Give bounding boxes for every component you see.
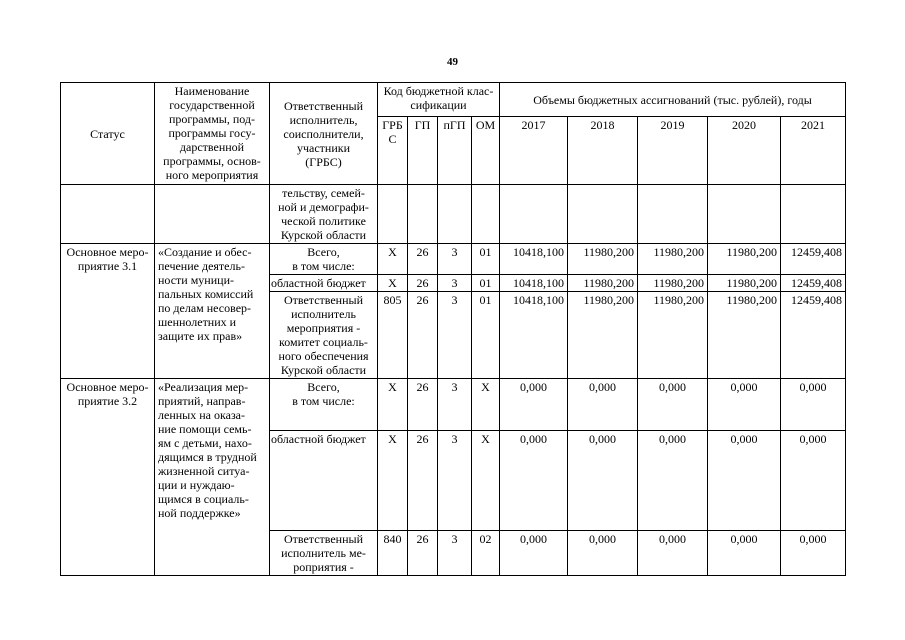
table-row xyxy=(61,244,846,275)
cell-gp: 26 xyxy=(408,531,438,576)
cell-executor: Ответственный исполнитель ме- роприятия - xyxy=(270,531,378,576)
cell-om: 01 xyxy=(472,275,500,292)
cell-value-2018: 0,000 xyxy=(568,431,638,531)
table-row xyxy=(61,379,846,431)
header-year-2018: 2018 xyxy=(568,117,638,185)
cell-pgp: 3 xyxy=(438,244,472,275)
header-status: Статус xyxy=(61,83,155,185)
cell-gp: 26 xyxy=(408,379,438,431)
cell-om: Х xyxy=(472,379,500,431)
cell-executor: областной бюджет xyxy=(270,275,378,292)
cell-value-2018: 11980,200 xyxy=(568,275,638,292)
header-program-name: Наименование государственной программы, под- программы госу- дарственной программы, основ- ного мероприятия xyxy=(155,83,270,185)
header-pgp: пГП xyxy=(438,117,472,185)
cell-pgp: 3 xyxy=(438,292,472,379)
header-grbs: ГРБ С xyxy=(378,117,408,185)
cell-gp: 26 xyxy=(408,292,438,379)
cell-executor: Ответственный исполнитель мероприятия - комитет социаль- ного обеспечения Курской области xyxy=(270,292,378,379)
cell-status: Основное меро- приятие 3.2 xyxy=(61,379,155,576)
cell-om: Х xyxy=(472,431,500,531)
cell-value-2020: 11980,200 xyxy=(708,244,781,275)
cell-empty xyxy=(638,185,708,244)
cell-pgp: 3 xyxy=(438,531,472,576)
cell-gp: 26 xyxy=(408,431,438,531)
cell-value-2017: 0,000 xyxy=(500,531,568,576)
cell-pgp: 3 xyxy=(438,379,472,431)
cell-executor: тельству, семей- ной и демографи- ческой политике Курской области xyxy=(270,185,378,244)
budget-table xyxy=(60,82,846,576)
cell-value-2020: 0,000 xyxy=(708,531,781,576)
header-year-2017: 2017 xyxy=(500,117,568,185)
cell-grbs: Х xyxy=(378,275,408,292)
cell-empty xyxy=(500,185,568,244)
cell-status: Основное меро- приятие 3.1 xyxy=(61,244,155,379)
cell-grbs: 840 xyxy=(378,531,408,576)
cell-executor: областной бюджет xyxy=(270,431,378,531)
cell-empty xyxy=(438,185,472,244)
cell-value-2021: 12459,408 xyxy=(781,275,846,292)
cell-program-name: «Реализация мер- приятий, направ- ленных на оказа- ние помощи семь- ям с детьми, нахо- дящимся в трудной жизненной ситуа- ции и нуждаю- щимся в социаль- ной поддержке» xyxy=(155,379,270,576)
cell-empty xyxy=(568,185,638,244)
cell-value-2019: 11980,200 xyxy=(638,292,708,379)
cell-value-2019: 11980,200 xyxy=(638,275,708,292)
cell-pgp: 3 xyxy=(438,275,472,292)
page-number: 49 xyxy=(447,56,458,68)
cell-om: 01 xyxy=(472,292,500,379)
cell-executor: Всего, в том числе: xyxy=(270,244,378,275)
cell-grbs: 805 xyxy=(378,292,408,379)
cell-gp: 26 xyxy=(408,275,438,292)
cell-value-2019: 0,000 xyxy=(638,531,708,576)
cell-executor: Всего, в том числе: xyxy=(270,379,378,431)
header-year-2021: 2021 xyxy=(781,117,846,185)
cell-value-2018: 0,000 xyxy=(568,379,638,431)
cell-grbs: Х xyxy=(378,244,408,275)
cell-value-2018: 0,000 xyxy=(568,531,638,576)
cell-value-2019: 11980,200 xyxy=(638,244,708,275)
cell-value-2020: 0,000 xyxy=(708,379,781,431)
cell-empty xyxy=(472,185,500,244)
cell-value-2021: 0,000 xyxy=(781,531,846,576)
cell-pgp: 3 xyxy=(438,431,472,531)
cell-gp: 26 xyxy=(408,244,438,275)
cell-value-2019: 0,000 xyxy=(638,379,708,431)
cell-empty xyxy=(155,185,270,244)
cell-value-2021: 0,000 xyxy=(781,431,846,531)
cell-om: 01 xyxy=(472,244,500,275)
table-row xyxy=(61,185,846,244)
header-year-2020: 2020 xyxy=(708,117,781,185)
cell-grbs: Х xyxy=(378,379,408,431)
header-year-2019: 2019 xyxy=(638,117,708,185)
cell-value-2020: 11980,200 xyxy=(708,275,781,292)
cell-value-2017: 10418,100 xyxy=(500,275,568,292)
header-om: ОМ xyxy=(472,117,500,185)
header-executor: Ответственный исполнитель, соисполнители, участники (ГРБС) xyxy=(270,83,378,185)
cell-empty xyxy=(708,185,781,244)
cell-empty xyxy=(408,185,438,244)
cell-value-2018: 11980,200 xyxy=(568,292,638,379)
cell-value-2017: 10418,100 xyxy=(500,244,568,275)
cell-value-2020: 0,000 xyxy=(708,431,781,531)
cell-value-2018: 11980,200 xyxy=(568,244,638,275)
cell-value-2017: 0,000 xyxy=(500,431,568,531)
cell-value-2021: 0,000 xyxy=(781,379,846,431)
cell-empty xyxy=(378,185,408,244)
cell-empty xyxy=(61,185,155,244)
cell-value-2020: 11980,200 xyxy=(708,292,781,379)
cell-grbs: Х xyxy=(378,431,408,531)
cell-value-2019: 0,000 xyxy=(638,431,708,531)
header-volumes: Объемы бюджетных ассигнований (тыс. рублей), годы xyxy=(500,83,846,117)
header-gp: ГП xyxy=(408,117,438,185)
cell-om: 02 xyxy=(472,531,500,576)
cell-empty xyxy=(781,185,846,244)
header-budget-code: Код бюджетной клас- сификации xyxy=(378,83,500,117)
cell-program-name: «Создание и обес- печение деятель- ности муници- пальных комиссий по делам несовер- шеннолетних и защите их прав» xyxy=(155,244,270,379)
cell-value-2017: 10418,100 xyxy=(500,292,568,379)
cell-value-2021: 12459,408 xyxy=(781,244,846,275)
cell-value-2017: 0,000 xyxy=(500,379,568,431)
cell-value-2021: 12459,408 xyxy=(781,292,846,379)
